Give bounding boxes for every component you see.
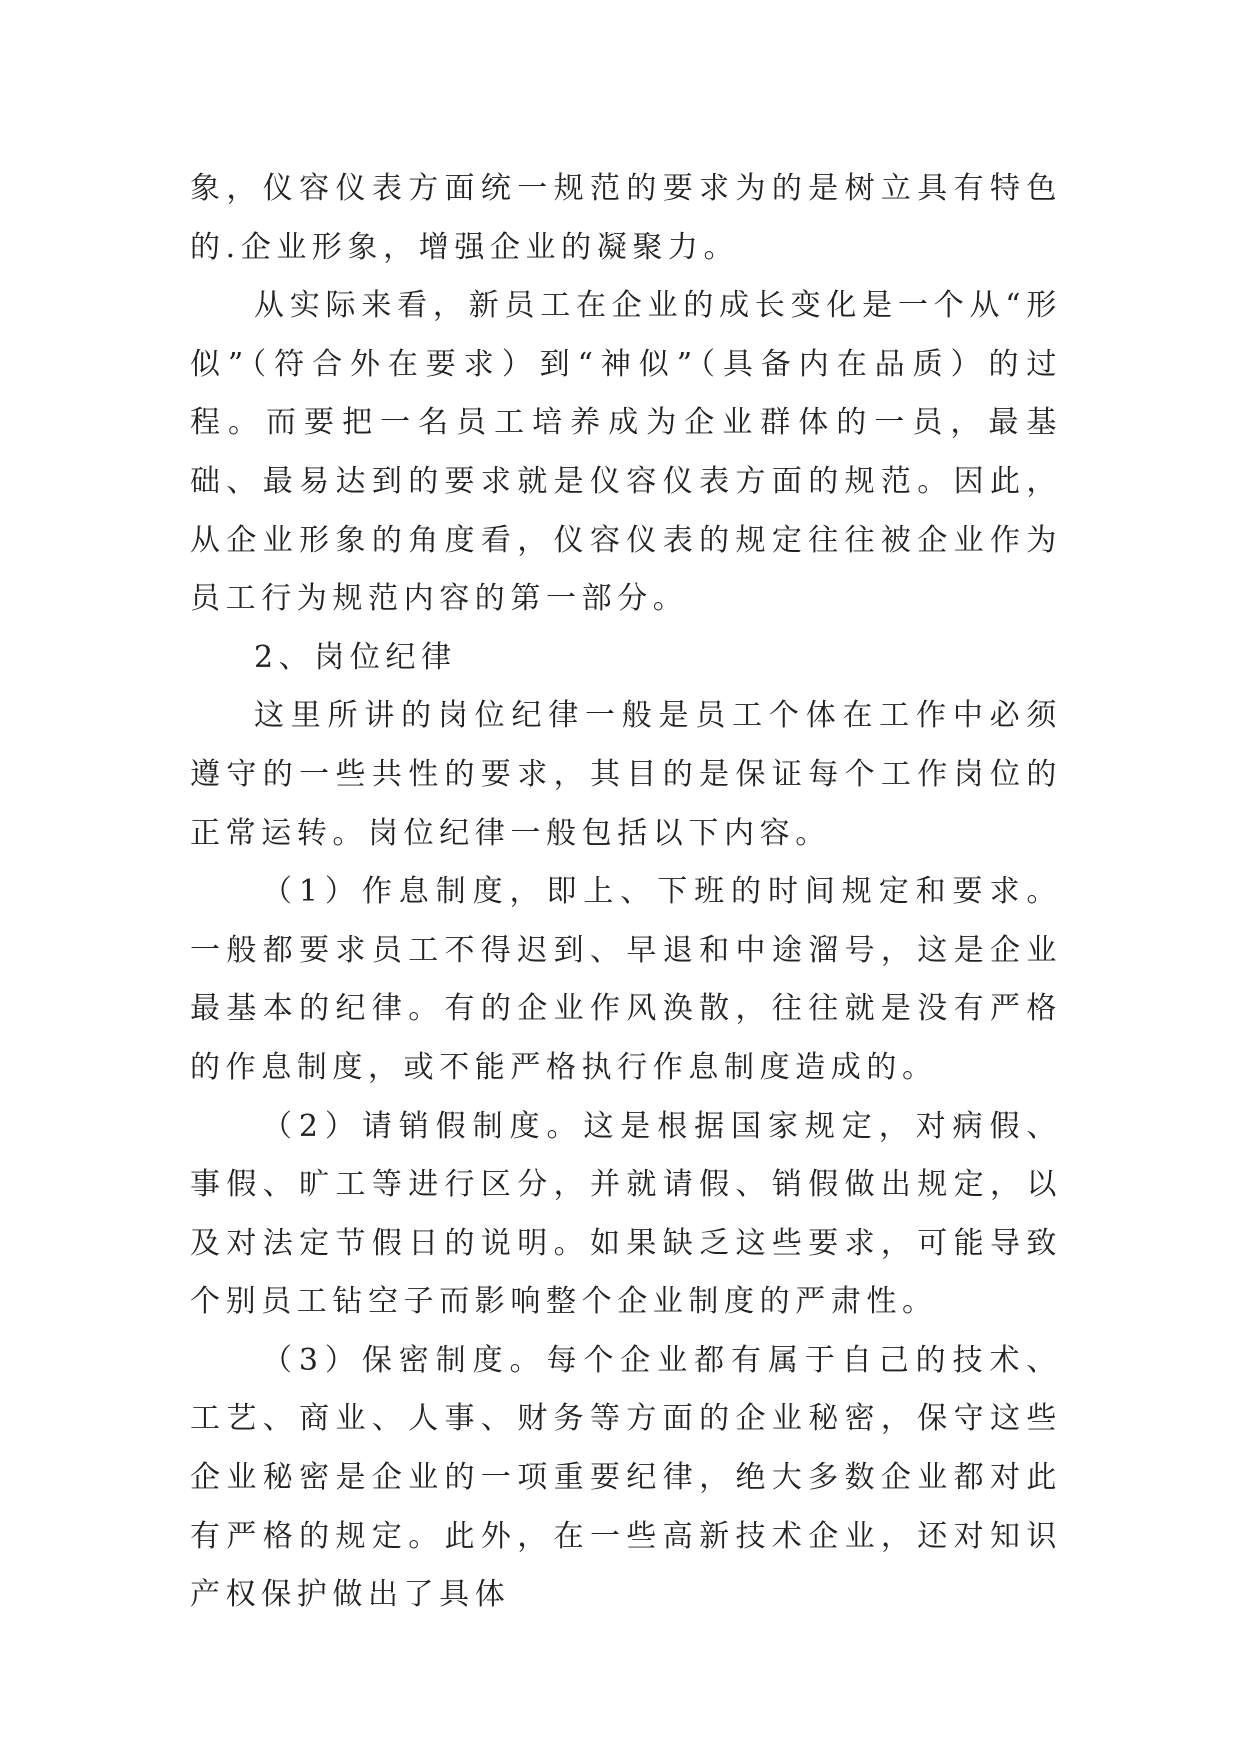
section-heading-job-discipline: 2、岗位纪律 [254,639,457,675]
paragraph-continuation: 象，仪容仪表方面统一规范的要求为的是树立具有特色的.企业形象，增强企业的凝聚力。 [190,171,1062,265]
paragraph-item-confidentiality: （3）保密制度。每个企业都有属于自己的技术、工艺、商业、人事、财务等方面的企业秘密，保守这些企业秘密是企业的一项重要纪律，绝大多数企业都对此有严格的规定。此外，在一些高新技术企业，还对知识产权保护做出了具体 [190,1342,1062,1613]
paragraph-item-work-schedule: （1）作息制度，即上、下班的时间规定和要求。一般都要求员工不得迟到、早退和中途溜号，这是企业最基本的纪律。有的企业作风涣散，往往就是没有严格的作息制度，或不能严格执行作息制度造成的。 [190,874,1062,1085]
document-body [190,160,1062,1625]
paragraph-item-leave-system: （2）请销假制度。这是根据国家规定，对病假、事假、旷工等进行区分，并就请假、销假做出规定，以及对法定节假日的说明。如果缺乏这些要求，可能导致个别员工钻空子而影响整个企业制度的严肃性。 [190,1108,1062,1320]
paragraph-job-discipline-intro: 这里所讲的岗位纪律一般是员工个体在工作中必须遵守的一些共性的要求，其目的是保证每个工作岗位的正常运转。岗位纪律一般包括以下内容。 [190,698,1062,851]
paragraph-form-to-spirit: 从实际来看，新员工在企业的成长变化是一个从“形似”（符合外在要求）到“神似”（具备内在品质）的过程。而要把一名员工培养成为企业群体的一员，最基础、最易达到的要求就是仪容仪表方面的规范。因此，从企业形象的角度看，仪容仪表的规定往往被企业作为员工行为规范内容的第一部分。 [190,288,1062,617]
